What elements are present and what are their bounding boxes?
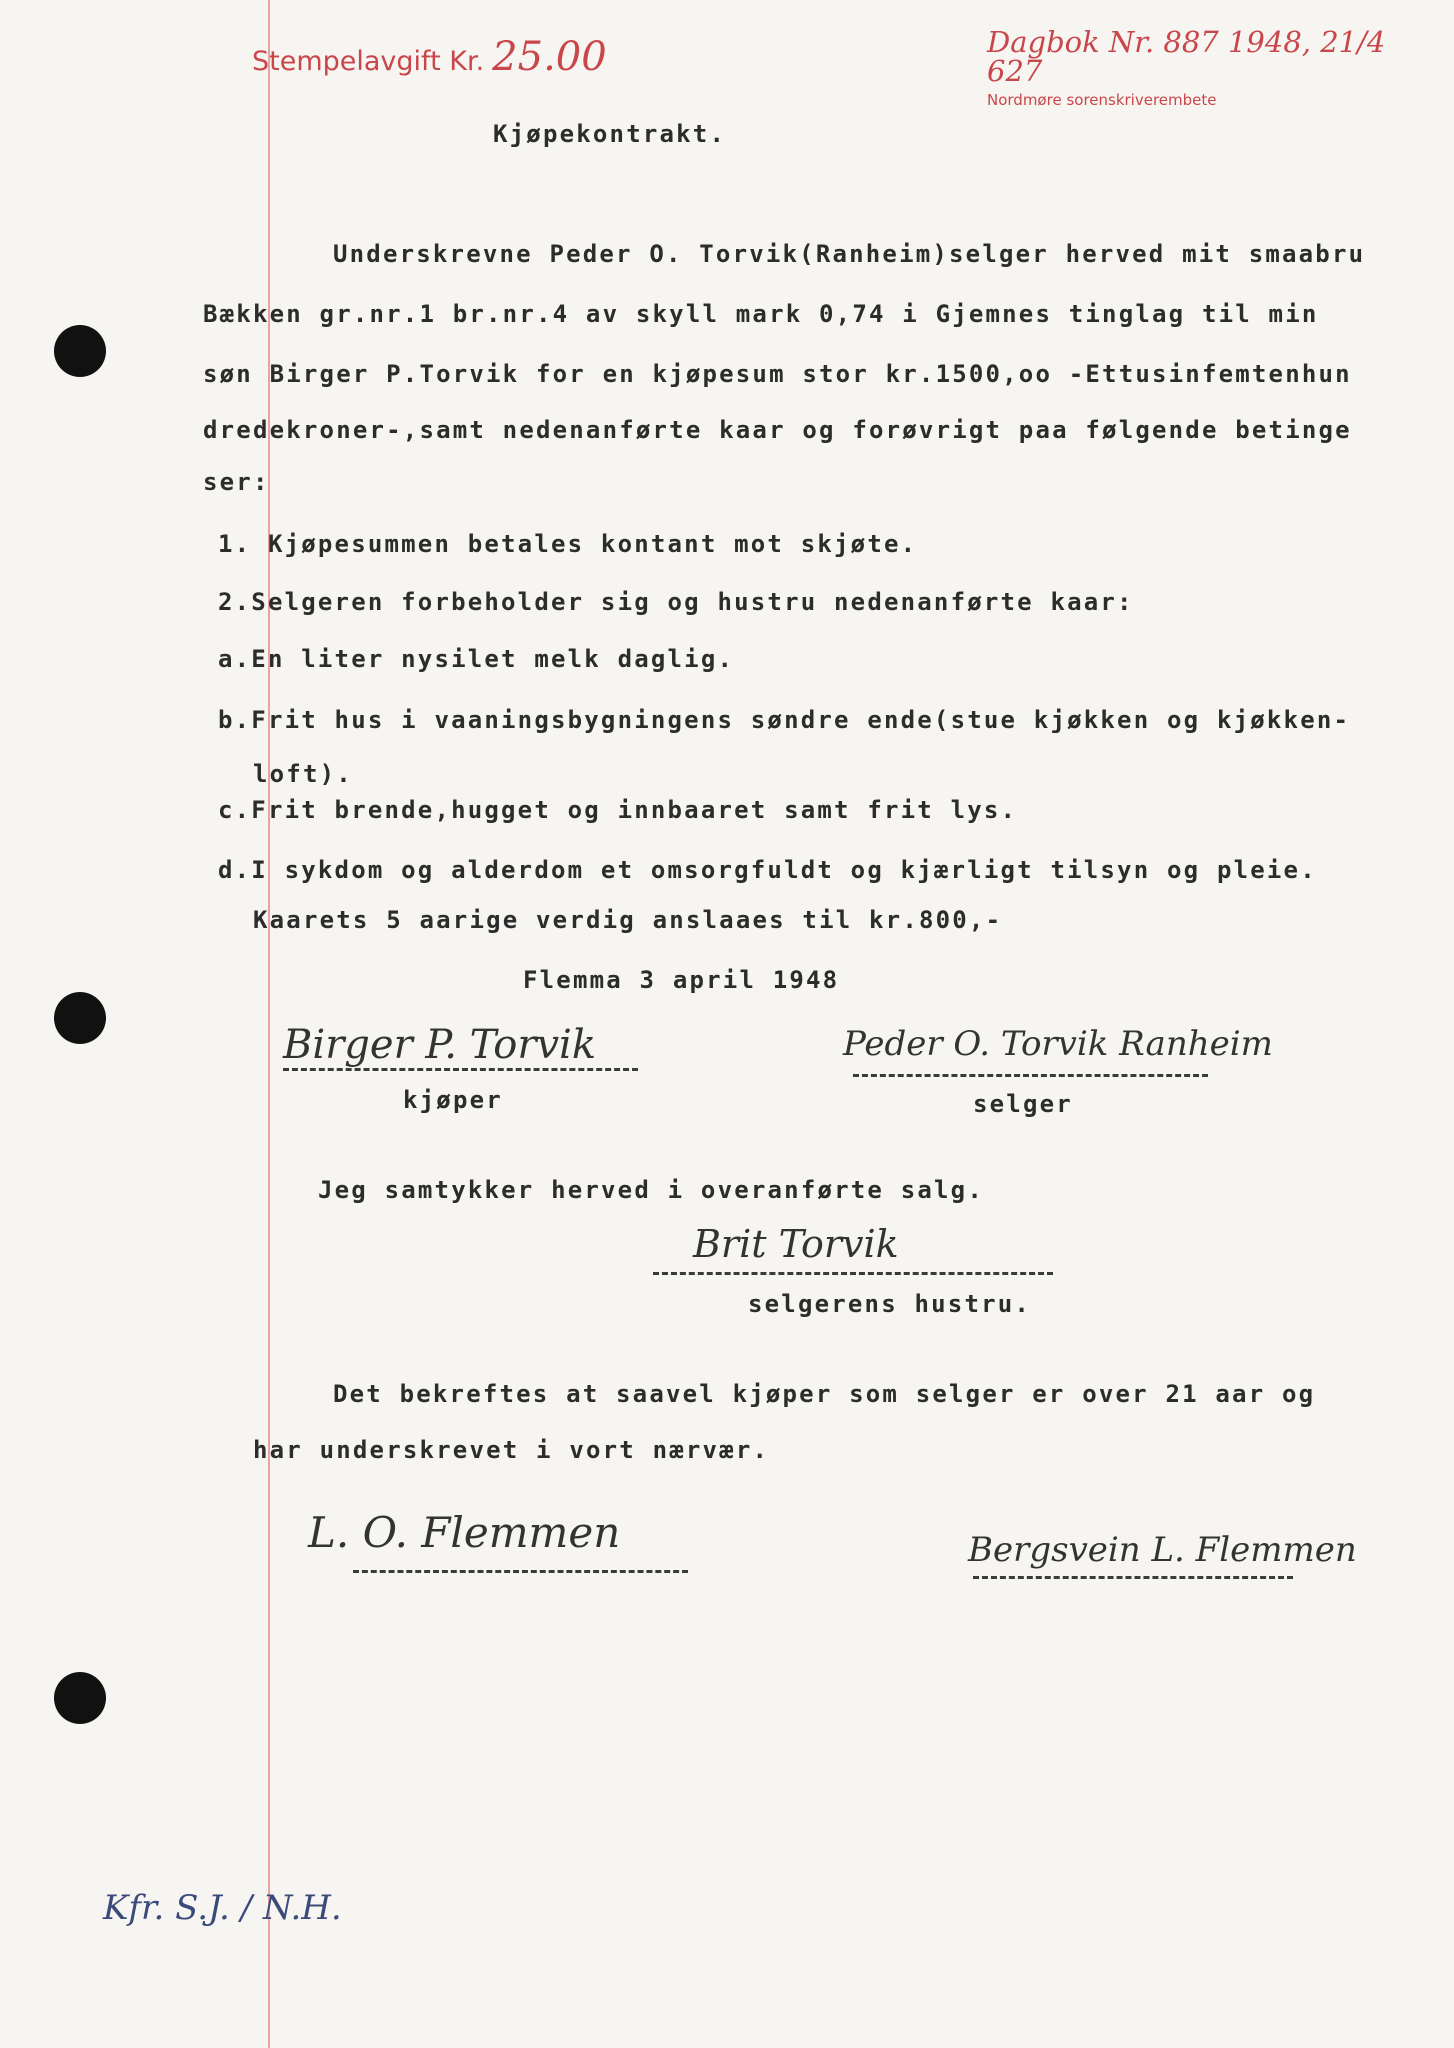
buyer-signature: Birger P. Torvik [283,1022,597,1068]
witness-text-1: Det bekreftes at saavel kjøper som selger er over 21 aar og [333,1380,1316,1408]
register-stamp [987,25,1427,112]
clause-b-cont: loft). [253,760,353,788]
wife-role: selgerens hustru. [748,1290,1032,1318]
place-date: Flemma 3 april 1948 [523,966,840,994]
punch-hole-top [54,325,106,377]
clause-b: b.Frit hus i vaaningsbygningens søndre ende(stue kjøkken og kjøkken- [218,706,1351,734]
witness-text-2: har underskrevet i vort nærvær. [253,1436,770,1464]
witness2-signature: Bergsvein L. Flemmen [968,1530,1357,1570]
body-line: Underskrevne Peder O. Torvik(Ranheim)selger herved mit smaabru [333,240,1366,268]
punch-hole-middle [54,992,106,1044]
kaar-value: Kaarets 5 aarige verdig anslaaes til kr.800,- [253,906,1003,934]
buyer-signature-line [283,1068,638,1071]
body-line: ser: [203,468,270,496]
witness1-signature-line [353,1570,688,1573]
wife-signature-line [653,1272,1053,1275]
seller-signature: Peder O. Torvik Ranheim [843,1024,1273,1064]
buyer-role: kjøper [403,1086,503,1114]
register-line2: Nordmøre sorenskriverembete [987,91,1217,109]
punch-hole-bottom [54,1672,106,1724]
stamp-label: Stempelavgift Kr. [252,46,485,77]
stamp-amount: 25.00 [492,34,607,80]
consent-text: Jeg samtykker herved i overanførte salg. [318,1176,984,1204]
register-line1: Dagbok Nr. 887 1948, 21/4 [987,25,1386,59]
clause-1: 1. Kjøpesummen betales kontant mot skjøte. [218,530,918,558]
body-line: Bækken gr.nr.1 br.nr.4 av skyll mark 0,74 i Gjemnes tinglag til min [203,300,1319,328]
page-number: 627 [987,54,1043,88]
clause-c: c.Frit brende,hugget og innbaaret samt frit lys. [218,796,1018,824]
clause-2: 2.Selgeren forbeholder sig og hustru nedenanførte kaar: [218,588,1134,616]
bottom-note: Kfr. S.J. / N.H. [103,1888,342,1928]
clause-d: d.I sykdom og alderdom et omsorgfuldt og kjærligt tilsyn og pleie. [218,856,1317,884]
witness2-signature-line [973,1576,1293,1579]
seller-signature-line [853,1074,1208,1077]
seller-role: selger [973,1090,1073,1118]
wife-signature: Brit Torvik [693,1222,899,1266]
document-title: Kjøpekontrakt. [493,120,727,148]
clause-a: a.En liter nysilet melk daglig. [218,645,735,673]
body-line: dredekroner-,samt nedenanførte kaar og forøvrigt paa følgende betinge [203,416,1352,444]
witness1-signature: L. O. Flemmen [308,1508,621,1557]
body-line: søn Birger P.Torvik for en kjøpesum stor kr.1500,oo -Ettusinfemtenhun [203,360,1352,388]
stamp-duty [252,34,607,80]
